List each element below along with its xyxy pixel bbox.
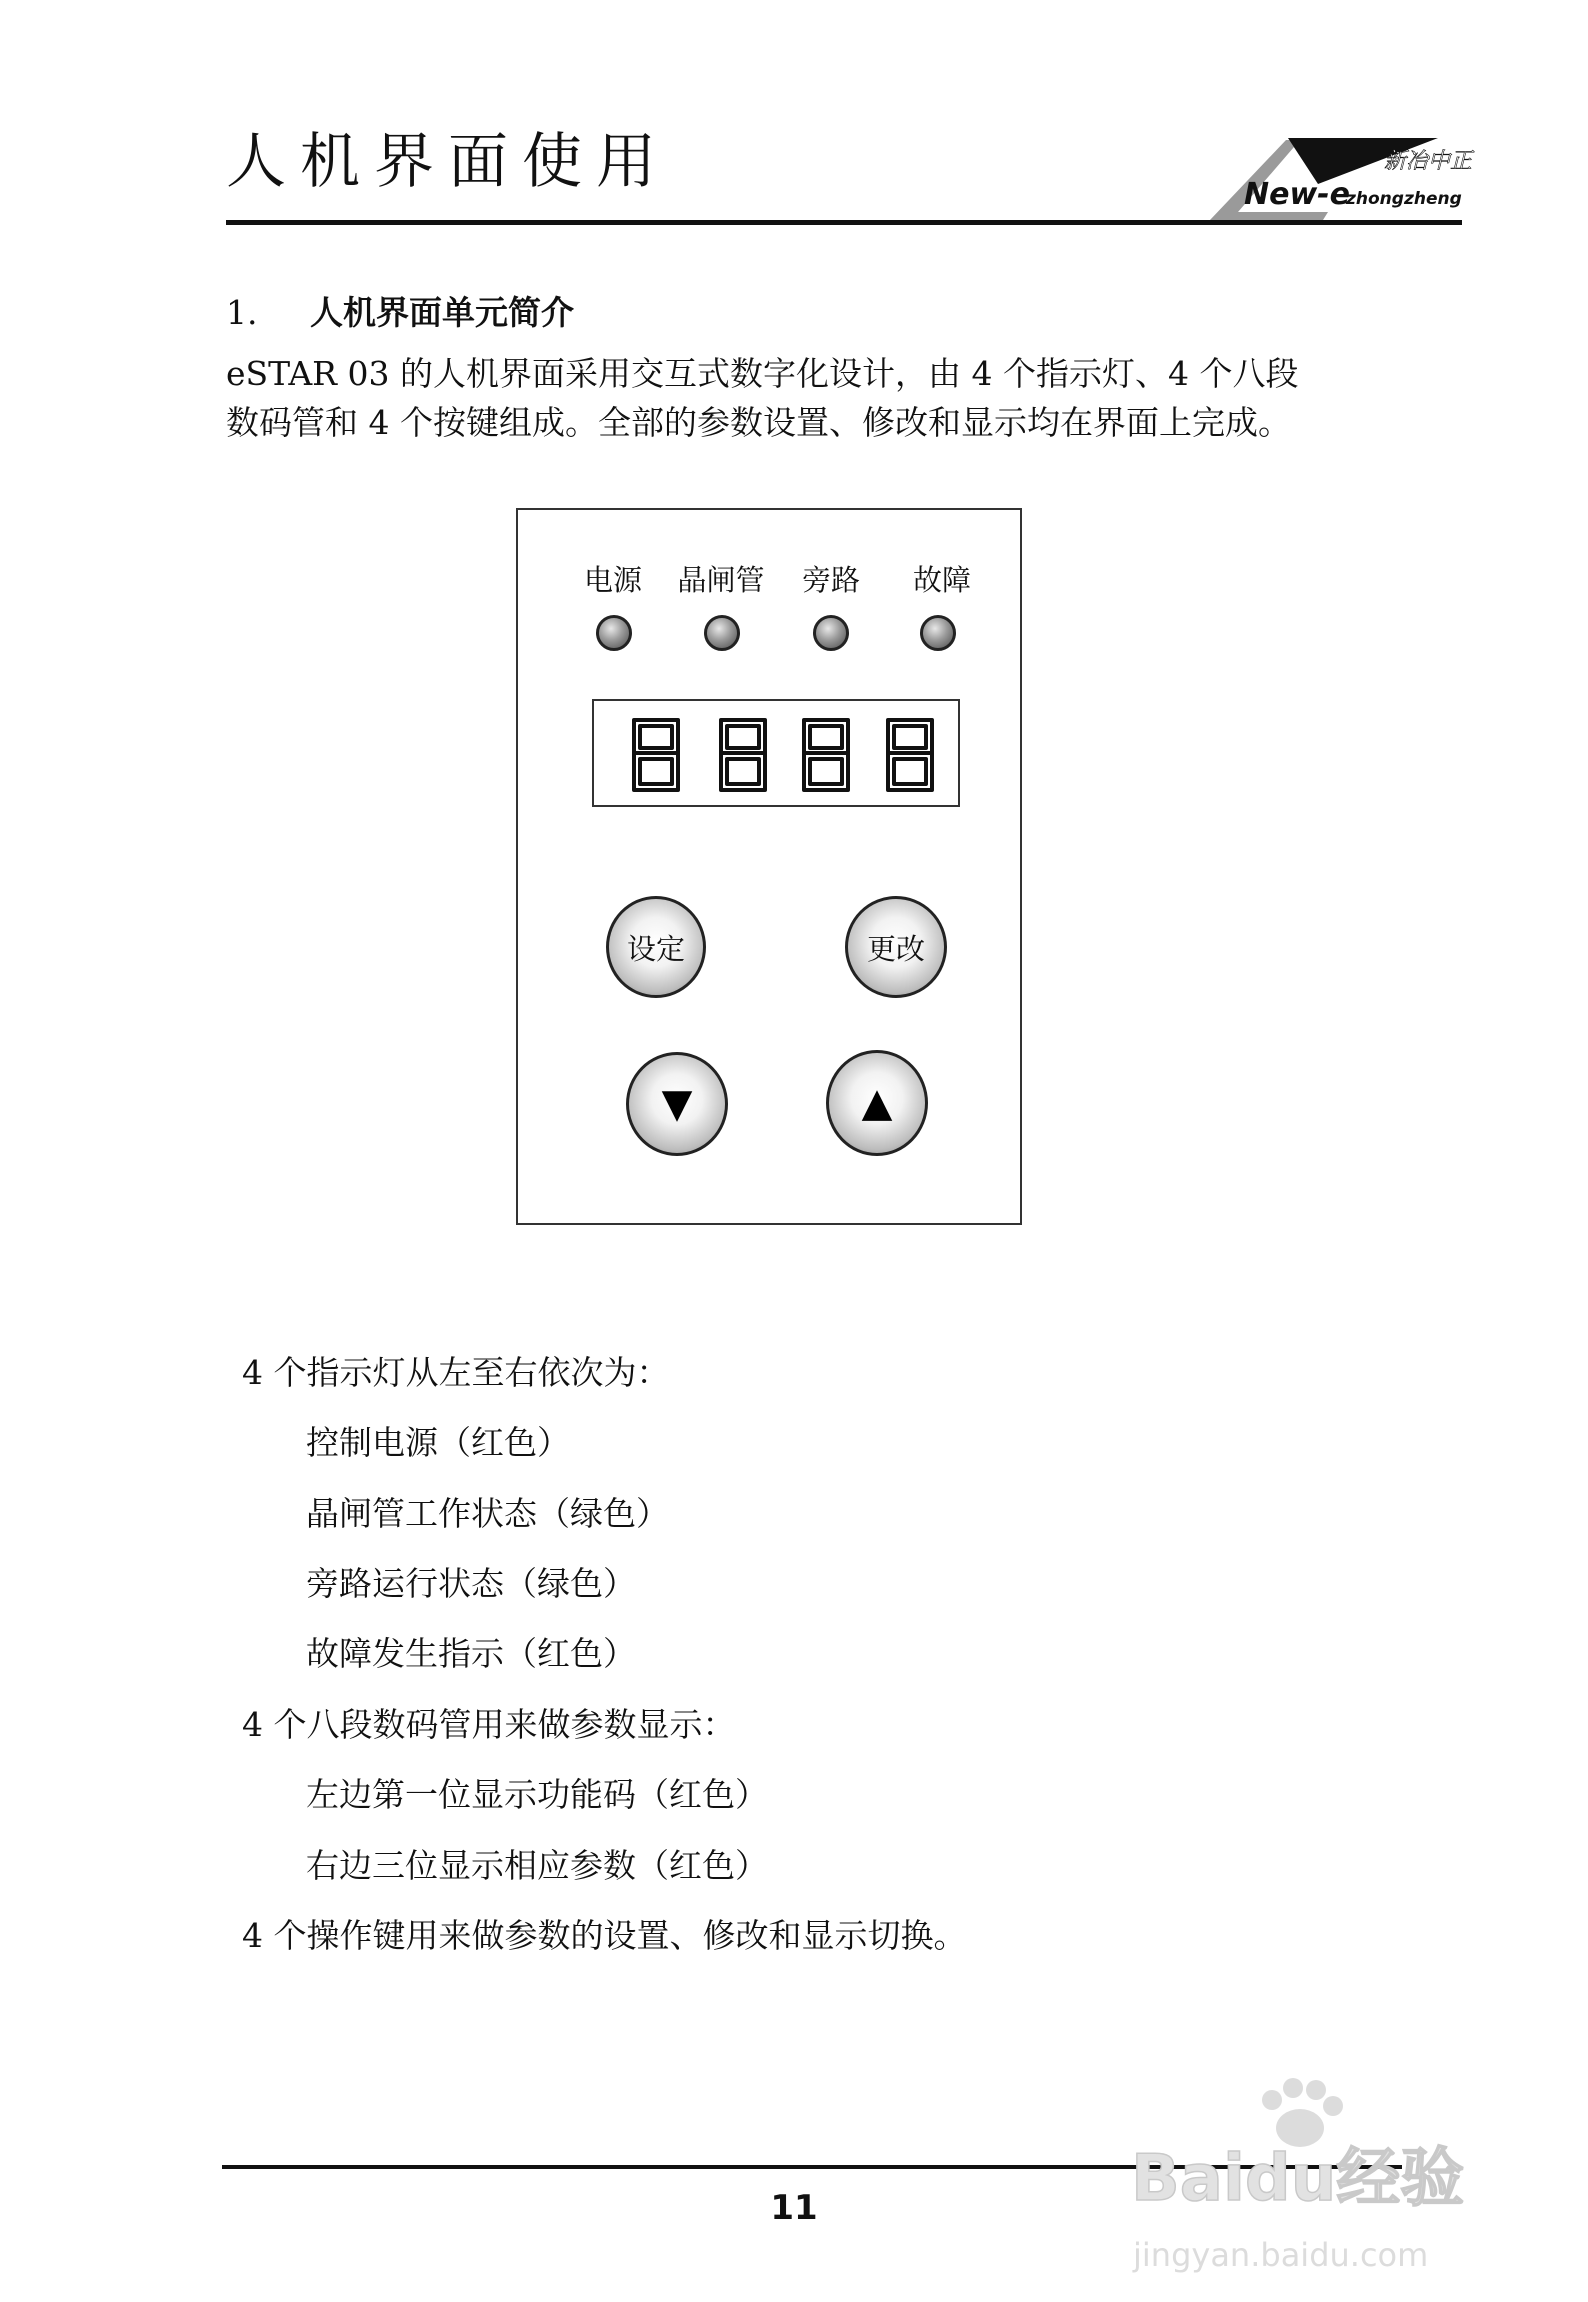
display-digit-2 bbox=[713, 716, 773, 794]
down-button[interactable] bbox=[626, 1052, 728, 1156]
indicator-label-bypass: 旁路 bbox=[801, 563, 861, 597]
intro-line-2: 数码管和 4 个按键组成。全部的参数设置、修改和显示均在界面上完成。 bbox=[226, 403, 1291, 442]
indicator-label-thyristor: 晶闸管 bbox=[677, 563, 765, 597]
indicator-label-fault: 故障 bbox=[912, 563, 972, 597]
indicator-item-bypass: 旁路运行状态（绿色） bbox=[306, 1564, 636, 1603]
brand-logo bbox=[1208, 132, 1478, 222]
brand-logo-cn: 新冶中正 bbox=[1384, 149, 1473, 174]
brand-logo-main: New-e bbox=[1244, 177, 1350, 212]
display-item-left: 左边第一位显示功能码（红色） bbox=[306, 1775, 768, 1814]
watermark-url-text: jingyan.baidu.com bbox=[1133, 2236, 1429, 2274]
indicator-label-power: 电源 bbox=[583, 563, 643, 597]
section-title: 人机界面单元简介 bbox=[310, 293, 574, 332]
thyristor-indicator-light bbox=[704, 615, 740, 651]
indicator-summary: 4 个指示灯从左至右依次为： bbox=[242, 1353, 670, 1392]
display-item-right: 右边三位显示相应参数（红色） bbox=[306, 1846, 768, 1885]
set-button[interactable] bbox=[606, 896, 706, 998]
keys-summary: 4 个操作键用来做参数的设置、修改和显示切换。 bbox=[242, 1916, 967, 1955]
indicator-item-thyristor: 晶闸管工作状态（绿色） bbox=[306, 1494, 669, 1533]
watermark-main-text: Baidu经验 bbox=[1131, 2142, 1465, 2216]
indicator-item-power: 控制电源（红色） bbox=[306, 1423, 570, 1462]
intro-line-1: eSTAR 03 的人机界面采用交互式数字化设计，由 4 个指示灯、4 个八段 bbox=[226, 354, 1299, 393]
hmi-panel bbox=[516, 508, 1022, 1225]
section-number: 1. bbox=[226, 293, 258, 332]
down-arrow-icon: ▼ bbox=[661, 1081, 693, 1127]
display-digit-3 bbox=[796, 716, 856, 794]
page-title: 人机界面使用 bbox=[226, 127, 670, 197]
up-button[interactable] bbox=[826, 1050, 928, 1156]
display-summary: 4 个八段数码管用来做参数显示： bbox=[242, 1705, 736, 1744]
indicator-item-fault: 故障发生指示（红色） bbox=[306, 1634, 636, 1673]
power-indicator-light bbox=[596, 615, 632, 651]
brand-logo-sub: zhongzheng bbox=[1346, 189, 1462, 209]
bypass-indicator-light bbox=[813, 615, 849, 651]
up-arrow-icon: ▲ bbox=[861, 1080, 893, 1126]
set-button-label: 设定 bbox=[626, 931, 685, 966]
header-rule bbox=[226, 220, 1462, 225]
display-digit-4 bbox=[880, 716, 940, 794]
change-button[interactable] bbox=[845, 896, 947, 998]
fault-indicator-light bbox=[920, 615, 956, 651]
section-heading bbox=[226, 287, 574, 334]
baidu-jingyan-watermark bbox=[1125, 2070, 1495, 2290]
display-digit-1 bbox=[626, 716, 686, 794]
change-button-label: 更改 bbox=[866, 931, 925, 966]
page-number: 11 bbox=[770, 2188, 818, 2228]
